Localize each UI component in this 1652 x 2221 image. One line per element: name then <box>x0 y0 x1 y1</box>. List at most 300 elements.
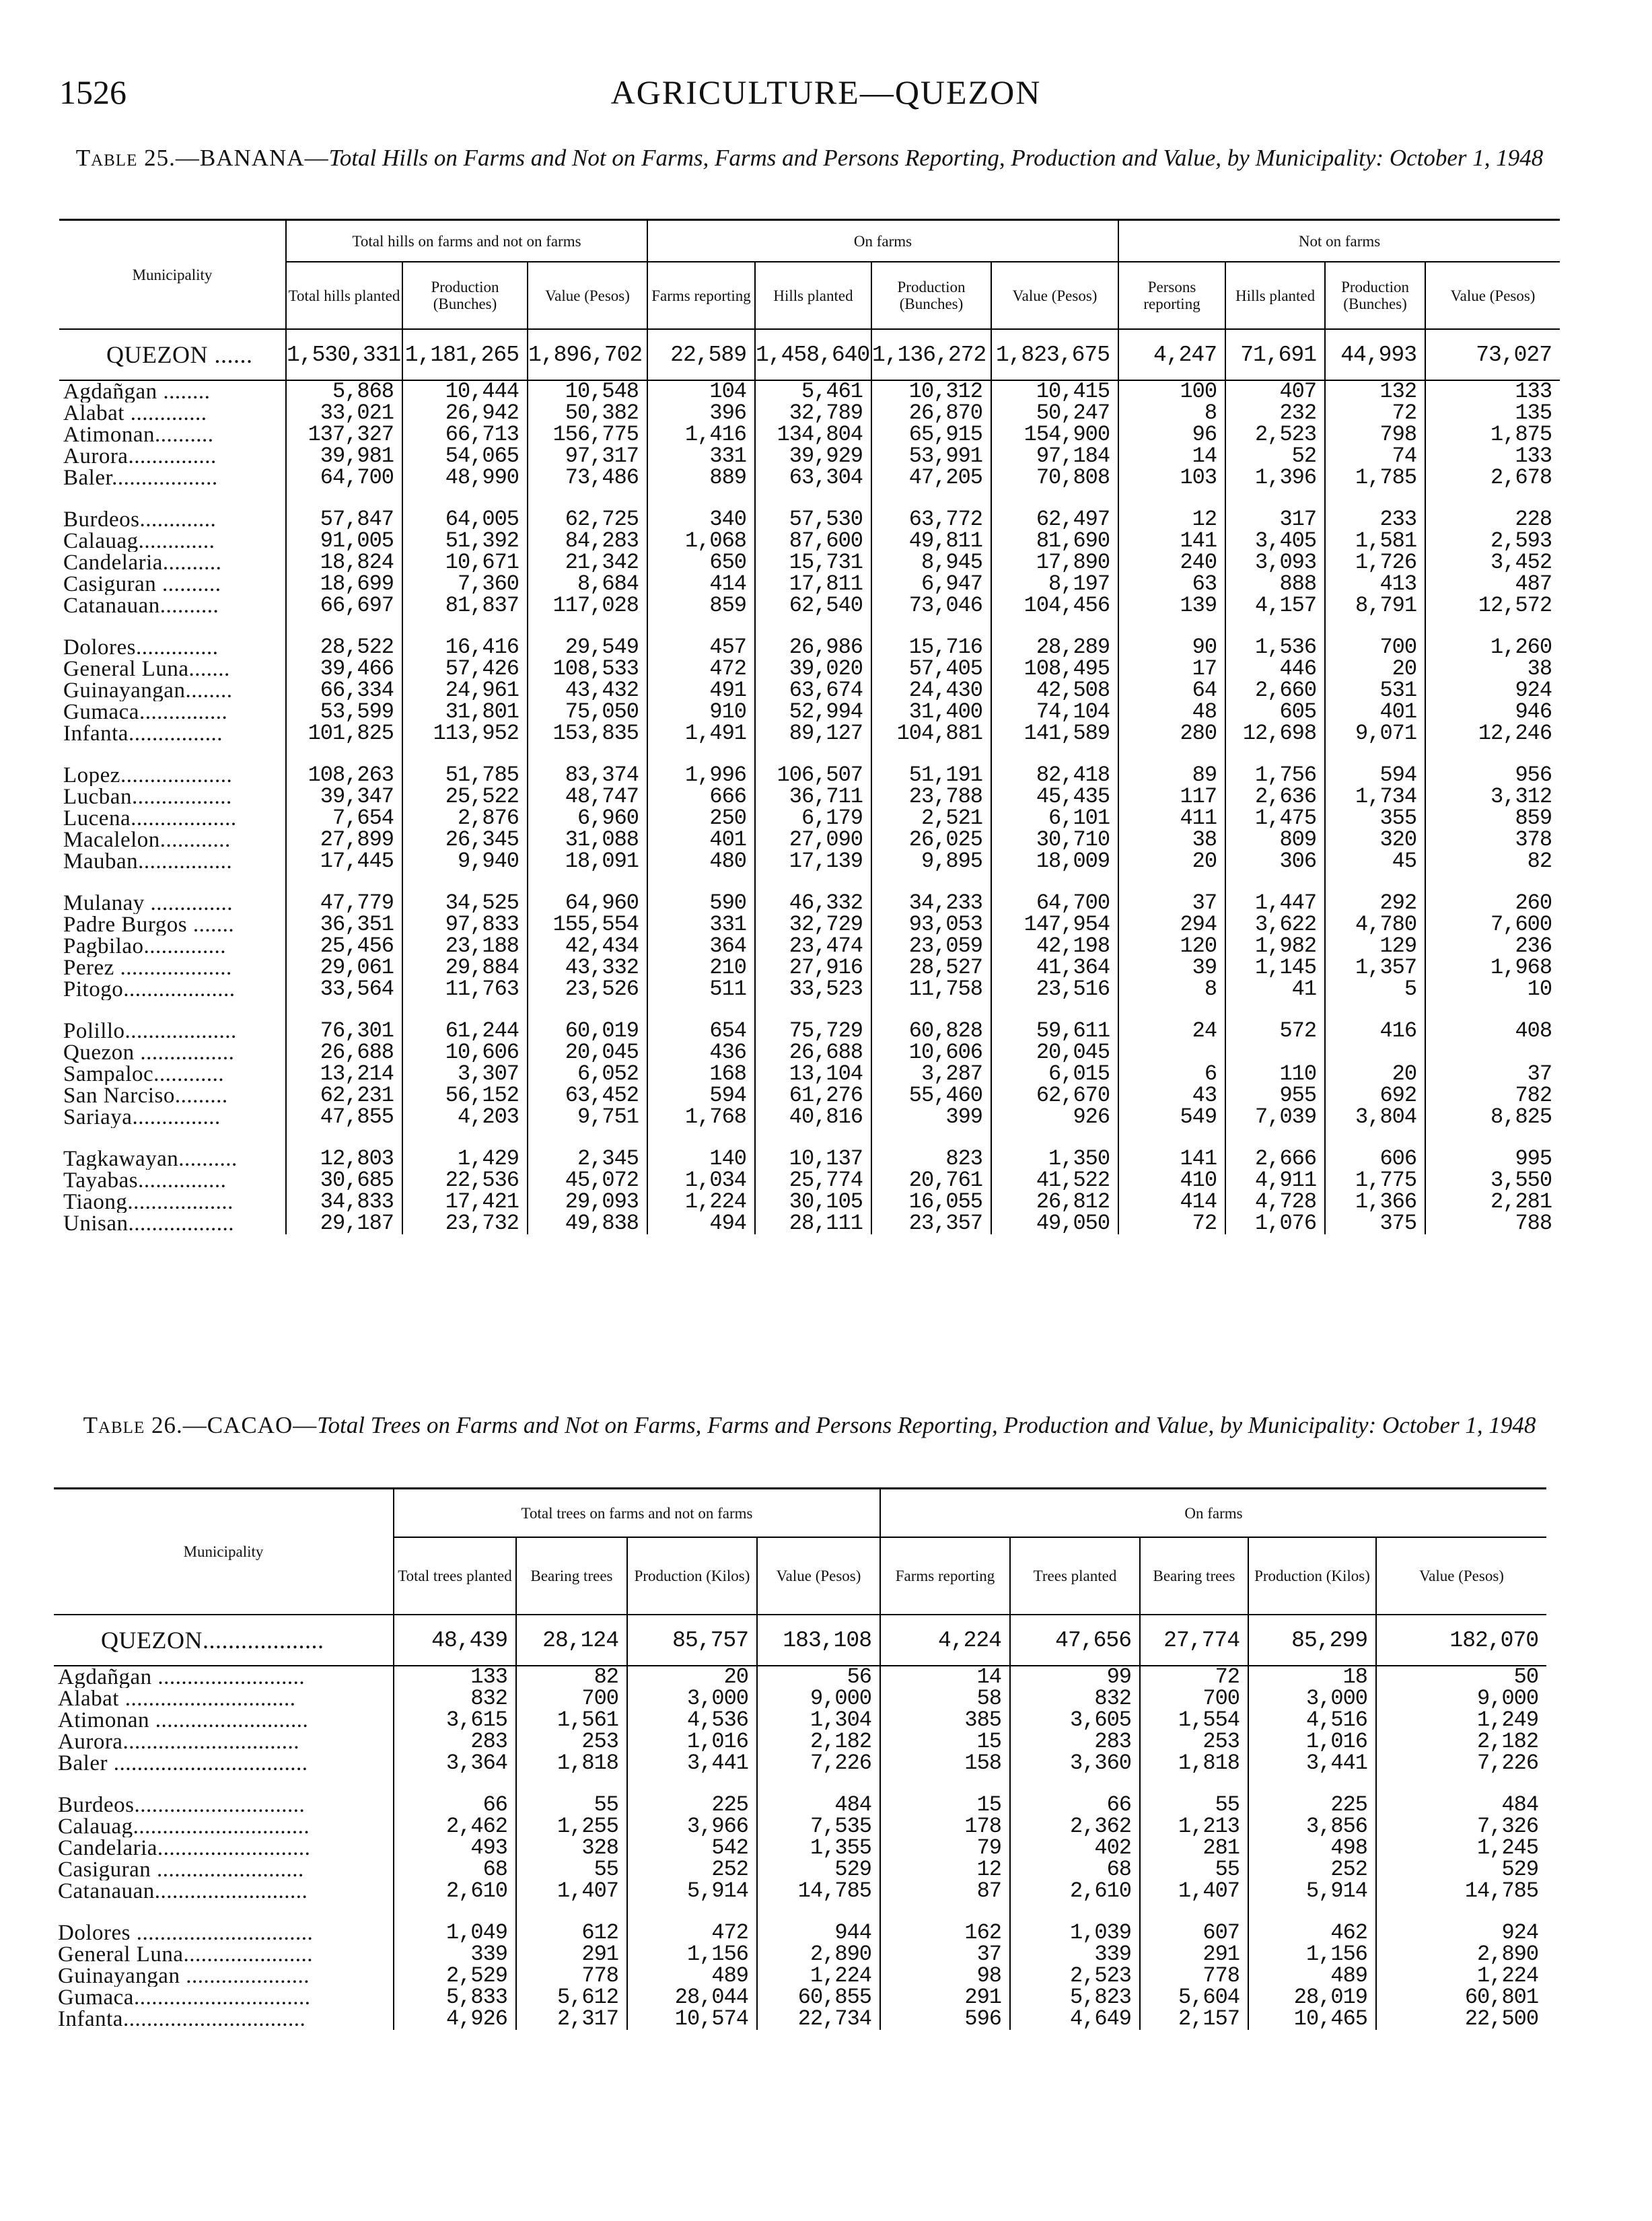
table-cell: 549 <box>1118 1106 1225 1128</box>
table25-col-header: Production (Bunches) <box>1325 262 1425 329</box>
table-cell: 1,491 <box>647 723 755 744</box>
municipality-name: Casiguran .......... <box>63 573 221 595</box>
table-cell: 414 <box>647 573 755 595</box>
province-name: QUEZON ...... <box>59 329 286 380</box>
table26-col-header: Value (Pesos) <box>757 1537 880 1615</box>
table-cell: 42,434 <box>528 936 647 957</box>
total-value: 1,458,640 <box>755 329 871 380</box>
table25-col-header: Value (Pesos) <box>528 262 647 329</box>
table-cell: 889 <box>647 467 755 489</box>
table25-banana <box>59 219 1560 1234</box>
table-cell: 39,347 <box>286 786 402 808</box>
table-cell: 63,772 <box>871 509 991 530</box>
table-cell: 73,486 <box>528 467 647 489</box>
table-cell: 28,044 <box>627 1987 757 2008</box>
table-cell: 944 <box>757 1922 880 1944</box>
table-cell: 1,039 <box>1010 1922 1140 1944</box>
table-cell: 75,729 <box>755 1020 871 1042</box>
table-cell: 924 <box>1376 1922 1546 1944</box>
table-cell: 7,654 <box>286 808 402 829</box>
table-cell: 26,812 <box>991 1191 1118 1213</box>
table-cell: 4,926 <box>394 2008 516 2030</box>
table-cell: 156,775 <box>528 424 647 446</box>
table-cell: 23,526 <box>528 979 647 1000</box>
table-cell: 108,495 <box>991 658 1118 680</box>
table-cell: 34,525 <box>402 892 528 914</box>
table-row <box>59 1106 1560 1128</box>
table-cell: 6 <box>1118 1063 1225 1085</box>
table-cell: 29,884 <box>402 957 528 979</box>
municipality-name: Tayabas............... <box>63 1170 227 1191</box>
table-cell: 49,811 <box>871 530 991 552</box>
table-row <box>59 851 1560 872</box>
table-cell: 37 <box>1118 892 1225 914</box>
table-cell: 3,966 <box>627 1816 757 1837</box>
municipality-name: Gumaca............... <box>63 701 228 723</box>
table-cell: 700 <box>1140 1688 1248 1709</box>
table-cell: 64,005 <box>402 509 528 530</box>
table-cell: 1,416 <box>647 424 755 446</box>
table-cell: 650 <box>647 552 755 573</box>
table-cell: 5 <box>1325 979 1425 1000</box>
table-cell: 1,734 <box>1325 786 1425 808</box>
table-cell: 104 <box>647 380 755 402</box>
table26-caption-label: Table 26.—CACAO— <box>83 1412 318 1438</box>
table-cell: 9,895 <box>871 851 991 872</box>
table-cell: 17 <box>1118 658 1225 680</box>
table-cell: 104,881 <box>871 723 991 744</box>
table-cell: 355 <box>1325 808 1425 829</box>
table-cell: 20 <box>627 1666 757 1688</box>
table-cell: 168 <box>647 1063 755 1085</box>
table-cell: 3,405 <box>1225 530 1325 552</box>
table25-caption-title: Total Hills on Farms and Not on Farms, Farms and Persons Reporting, Production and Value, by Municipality: October 1, 1948 <box>328 145 1544 171</box>
table-cell: 1,875 <box>1425 424 1560 446</box>
table-cell: 8,791 <box>1325 595 1425 616</box>
table-cell: 402 <box>1010 1837 1140 1859</box>
table-cell: 83,374 <box>528 765 647 786</box>
table-cell: 328 <box>516 1837 627 1859</box>
table-cell: 3,000 <box>1248 1688 1376 1709</box>
table-row <box>59 573 1560 595</box>
table-cell: 29,061 <box>286 957 402 979</box>
table-cell: 5,914 <box>627 1880 757 1902</box>
table-cell: 3,804 <box>1325 1106 1425 1128</box>
table-cell: 10,137 <box>755 1148 871 1170</box>
table-cell: 117 <box>1118 786 1225 808</box>
table-cell: 364 <box>647 936 755 957</box>
table-cell: 37 <box>1425 1063 1560 1085</box>
municipality-name: Polillo................... <box>63 1020 237 1042</box>
table-cell: 39,929 <box>755 446 871 467</box>
table-cell: 1,076 <box>1225 1213 1325 1234</box>
table-cell: 413 <box>1325 573 1425 595</box>
table-cell: 57,847 <box>286 509 402 530</box>
group-spacer <box>59 1000 1560 1020</box>
table-cell: 57,530 <box>755 509 871 530</box>
table-cell: 1,145 <box>1225 957 1325 979</box>
table-cell: 27,899 <box>286 829 402 851</box>
table-cell: 18 <box>1248 1666 1376 1688</box>
table-cell: 15 <box>880 1731 1010 1753</box>
table-cell: 484 <box>1376 1794 1546 1816</box>
table-cell: 995 <box>1425 1148 1560 1170</box>
table-cell: 462 <box>1248 1922 1376 1944</box>
table-cell: 1,068 <box>647 530 755 552</box>
table-cell: 1,554 <box>1140 1709 1248 1731</box>
table-cell: 225 <box>627 1794 757 1816</box>
table-cell: 8,197 <box>991 573 1118 595</box>
total-value: 183,108 <box>757 1615 880 1666</box>
table-cell: 5,833 <box>394 1987 516 2008</box>
table-cell: 2,678 <box>1425 467 1560 489</box>
table-cell: 20,761 <box>871 1170 991 1191</box>
table-row <box>59 808 1560 829</box>
table-cell: 26,688 <box>286 1042 402 1063</box>
table-cell: 18,824 <box>286 552 402 573</box>
total-value: 4,247 <box>1118 329 1225 380</box>
table-cell: 1,407 <box>1140 1880 1248 1902</box>
table-cell: 31,400 <box>871 701 991 723</box>
table-cell: 55 <box>516 1859 627 1880</box>
table-cell: 15 <box>880 1794 1010 1816</box>
table-cell: 140 <box>647 1148 755 1170</box>
table-cell: 52 <box>1225 446 1325 467</box>
table-cell: 39,981 <box>286 446 402 467</box>
table-cell: 3,452 <box>1425 552 1560 573</box>
table-cell: 10,444 <box>402 380 528 402</box>
table-cell: 20,045 <box>528 1042 647 1063</box>
table-cell: 8,945 <box>871 552 991 573</box>
table-cell: 331 <box>647 446 755 467</box>
table-cell: 27,090 <box>755 829 871 851</box>
table-cell: 2,157 <box>1140 2008 1248 2030</box>
table-cell: 7,600 <box>1425 914 1560 936</box>
table-cell: 45,072 <box>528 1170 647 1191</box>
table-cell: 294 <box>1118 914 1225 936</box>
table-cell: 49,838 <box>528 1213 647 1234</box>
table-cell: 25,774 <box>755 1170 871 1191</box>
table-cell: 292 <box>1325 892 1425 914</box>
table-cell: 1,357 <box>1325 957 1425 979</box>
table-cell: 1,156 <box>627 1944 757 1965</box>
table-cell: 89 <box>1118 765 1225 786</box>
table-cell: 4,728 <box>1225 1191 1325 1213</box>
table25-col-header: Production (Bunches) <box>402 262 528 329</box>
table-cell: 542 <box>627 1837 757 1859</box>
table-cell: 38 <box>1118 829 1225 851</box>
table-cell: 529 <box>757 1859 880 1880</box>
table-cell: 24 <box>1118 1020 1225 1042</box>
municipality-name: Catanauan.......... <box>63 595 219 616</box>
table-cell: 63 <box>1118 573 1225 595</box>
table-cell: 605 <box>1225 701 1325 723</box>
table25-col-header: Farms reporting <box>647 262 755 329</box>
table-cell: 4,649 <box>1010 2008 1140 2030</box>
table-cell: 3,441 <box>627 1753 757 1774</box>
table-cell: 809 <box>1225 829 1325 851</box>
table-cell: 58 <box>880 1688 1010 1709</box>
table-cell: 529 <box>1376 1859 1546 1880</box>
table-cell: 3,307 <box>402 1063 528 1085</box>
table-cell: 26,345 <box>402 829 528 851</box>
table-cell: 7,535 <box>757 1816 880 1837</box>
municipality-name: Agdañgan ......................... <box>58 1666 306 1688</box>
table-cell: 155,554 <box>528 914 647 936</box>
table-cell: 252 <box>1248 1859 1376 1880</box>
table-cell: 1,818 <box>1140 1753 1248 1774</box>
table-row <box>54 1709 1546 1731</box>
table-cell: 68 <box>394 1859 516 1880</box>
municipality-name: Burdeos............. <box>63 509 217 530</box>
table-cell: 4,157 <box>1225 595 1325 616</box>
table-cell: 291 <box>516 1944 627 1965</box>
table-cell: 55,460 <box>871 1085 991 1106</box>
table26-caption-title: Total Trees on Farms and Not on Farms, Farms and Persons Reporting, Production and Value, by Municipality: October 1, 1948 <box>317 1412 1536 1438</box>
municipality-name: Lucena.................. <box>63 808 237 829</box>
table-cell: 1,429 <box>402 1148 528 1170</box>
table-cell: 2,521 <box>871 808 991 829</box>
table-cell: 14 <box>1118 446 1225 467</box>
table-cell: 232 <box>1225 402 1325 424</box>
table-cell: 1,260 <box>1425 637 1560 658</box>
table-cell: 14,785 <box>1376 1880 1546 1902</box>
total-value: 1,136,272 <box>871 329 991 380</box>
table-cell: 2,362 <box>1010 1816 1140 1837</box>
table-cell: 946 <box>1425 701 1560 723</box>
table-cell: 63,304 <box>755 467 871 489</box>
table25-caption <box>59 143 1560 174</box>
municipality-name: Guinayangan ..................... <box>58 1965 310 1987</box>
table-cell: 6,960 <box>528 808 647 829</box>
total-value: 85,299 <box>1248 1615 1376 1666</box>
table-cell: 1,785 <box>1325 467 1425 489</box>
table-cell: 7,360 <box>402 573 528 595</box>
table-cell: 54,065 <box>402 446 528 467</box>
table-cell: 91,005 <box>286 530 402 552</box>
table-cell: 26,942 <box>402 402 528 424</box>
table-cell: 25,522 <box>402 786 528 808</box>
table-cell: 74,104 <box>991 701 1118 723</box>
municipality-name: Lopez................... <box>63 765 233 786</box>
total-value: 71,691 <box>1225 329 1325 380</box>
table25-col-header: Production (Bunches) <box>871 262 991 329</box>
table26-municipality-header: Municipality <box>54 1489 394 1615</box>
municipality-name: Dolores .............................. <box>58 1922 314 1944</box>
table-cell: 832 <box>1010 1688 1140 1709</box>
table-cell: 17,445 <box>286 851 402 872</box>
table-cell: 233 <box>1325 509 1425 530</box>
table-cell: 410 <box>1118 1170 1225 1191</box>
province-name: QUEZON................... <box>54 1615 394 1666</box>
table-cell: 2,462 <box>394 1816 516 1837</box>
table-cell: 16,416 <box>402 637 528 658</box>
table-cell: 37 <box>880 1944 1010 1965</box>
municipality-name: Dolores.............. <box>63 637 219 658</box>
table-cell: 61,276 <box>755 1085 871 1106</box>
municipality-name: Agdañgan ........ <box>63 380 211 402</box>
municipality-name: Baler.................. <box>63 467 218 489</box>
table-cell: 28,522 <box>286 637 402 658</box>
table-cell: 10,465 <box>1248 2008 1376 2030</box>
table-cell: 10,312 <box>871 380 991 402</box>
table-cell: 9,751 <box>528 1106 647 1128</box>
table26-caption <box>59 1410 1560 1441</box>
municipality-name: Perez ................... <box>63 957 232 979</box>
table-cell: 692 <box>1325 1085 1425 1106</box>
table-row <box>59 979 1560 1000</box>
table-cell: 6,015 <box>991 1063 1118 1085</box>
table25-group-not-on-farms: Not on farms <box>1118 220 1560 262</box>
table-cell: 3,093 <box>1225 552 1325 573</box>
table-cell: 7,039 <box>1225 1106 1325 1128</box>
total-value: 47,656 <box>1010 1615 1140 1666</box>
municipality-name: Quezon ................ <box>63 1042 235 1063</box>
table-row <box>54 1944 1546 1965</box>
table-cell: 33,564 <box>286 979 402 1000</box>
table-cell: 64 <box>1118 680 1225 701</box>
table-cell: 97,833 <box>402 914 528 936</box>
table-cell: 57,405 <box>871 658 991 680</box>
table-row <box>59 380 1560 402</box>
page-number: 1526 <box>59 73 127 111</box>
table-cell: 888 <box>1225 573 1325 595</box>
municipality-name: Macalelon............ <box>63 829 231 851</box>
table-cell: 2,529 <box>394 1965 516 1987</box>
table-cell: 6,179 <box>755 808 871 829</box>
table-cell: 788 <box>1425 1213 1560 1234</box>
municipality-name: Candelaria.......................... <box>58 1837 311 1859</box>
table-cell: 20 <box>1325 1063 1425 1085</box>
table-cell: 8 <box>1118 402 1225 424</box>
table26-col-header: Trees planted <box>1010 1537 1140 1615</box>
table-cell: 1,475 <box>1225 808 1325 829</box>
table-row <box>59 595 1560 616</box>
table-cell: 23,788 <box>871 786 991 808</box>
table-row <box>59 1063 1560 1085</box>
table-cell: 1,156 <box>1248 1944 1376 1965</box>
table-cell: 16,055 <box>871 1191 991 1213</box>
table-cell: 43,432 <box>528 680 647 701</box>
table26-col-header: Bearing trees <box>516 1537 627 1615</box>
group-spacer <box>54 1902 1546 1922</box>
table-cell: 1,224 <box>1376 1965 1546 1987</box>
table-cell: 2,523 <box>1010 1965 1140 1987</box>
table-cell: 47,779 <box>286 892 402 914</box>
table-cell: 33,523 <box>755 979 871 1000</box>
total-value: 1,896,702 <box>528 329 647 380</box>
table-cell: 41 <box>1225 979 1325 1000</box>
municipality-name: Mulanay .............. <box>63 892 234 914</box>
table-cell: 407 <box>1225 380 1325 402</box>
total-value: 182,070 <box>1376 1615 1546 1666</box>
table-cell: 12 <box>880 1859 1010 1880</box>
table-cell: 10,574 <box>627 2008 757 2030</box>
table-cell: 62,497 <box>991 509 1118 530</box>
table-cell: 15,731 <box>755 552 871 573</box>
table-cell: 56 <box>757 1666 880 1688</box>
table-cell: 1,366 <box>1325 1191 1425 1213</box>
table-row <box>59 1191 1560 1213</box>
table-cell: 225 <box>1248 1794 1376 1816</box>
table-row <box>59 446 1560 467</box>
table-cell: 3,287 <box>871 1063 991 1085</box>
group-spacer <box>59 1128 1560 1148</box>
table-cell: 57,426 <box>402 658 528 680</box>
table-cell: 2,523 <box>1225 424 1325 446</box>
table-cell: 23,059 <box>871 936 991 957</box>
table-cell: 20,045 <box>991 1042 1118 1063</box>
municipality-name: San Narciso......... <box>63 1085 228 1106</box>
table-cell: 59,611 <box>991 1020 1118 1042</box>
running-head: AGRICULTURE—QUEZON <box>610 73 1042 111</box>
table-cell: 2,317 <box>516 2008 627 2030</box>
table-row <box>59 765 1560 786</box>
table-cell: 1,561 <box>516 1709 627 1731</box>
group-spacer <box>59 872 1560 892</box>
table-cell: 14 <box>880 1666 1010 1688</box>
table-cell: 12 <box>1118 509 1225 530</box>
table-cell: 53,991 <box>871 446 991 467</box>
municipality-name: Calauag............. <box>63 530 215 552</box>
table-cell: 87,600 <box>755 530 871 552</box>
table-cell: 96 <box>1118 424 1225 446</box>
table-cell: 498 <box>1248 1837 1376 1859</box>
table-cell: 30,105 <box>755 1191 871 1213</box>
table-cell: 75,050 <box>528 701 647 723</box>
table-cell: 612 <box>516 1922 627 1944</box>
table-cell: 51,392 <box>402 530 528 552</box>
table-cell: 50,247 <box>991 402 1118 424</box>
table-cell: 12,803 <box>286 1148 402 1170</box>
table-cell: 7,226 <box>1376 1753 1546 1774</box>
table-cell: 2,182 <box>757 1731 880 1753</box>
table-cell: 10,548 <box>528 380 647 402</box>
municipality-name: General Luna...................... <box>58 1944 313 1965</box>
table-cell: 47,855 <box>286 1106 402 1128</box>
table-cell: 117,028 <box>528 595 647 616</box>
table-cell: 4,911 <box>1225 1170 1325 1191</box>
table-cell: 20 <box>1325 658 1425 680</box>
table-cell: 1,255 <box>516 1816 627 1837</box>
table-cell: 2,636 <box>1225 786 1325 808</box>
municipality-name: Burdeos............................. <box>58 1794 306 1816</box>
table26-col-header: Production (Kilos) <box>1248 1537 1376 1615</box>
table-cell: 25,456 <box>286 936 402 957</box>
table-cell: 1,536 <box>1225 637 1325 658</box>
table-cell: 1,016 <box>1248 1731 1376 1753</box>
table-cell <box>1225 1042 1325 1063</box>
table-cell: 18,091 <box>528 851 647 872</box>
table-cell: 22,734 <box>757 2008 880 2030</box>
municipality-name: Candelaria.......... <box>63 552 222 573</box>
municipality-name: Alabat ............................. <box>58 1688 296 1709</box>
table-cell: 158 <box>880 1753 1010 1774</box>
municipality-name: Calauag.............................. <box>58 1816 310 1837</box>
table-cell: 401 <box>1325 701 1425 723</box>
table-cell: 63,452 <box>528 1085 647 1106</box>
table-cell: 446 <box>1225 658 1325 680</box>
table-cell: 81,837 <box>402 595 528 616</box>
table-cell: 3,550 <box>1425 1170 1560 1191</box>
table-cell: 4,536 <box>627 1709 757 1731</box>
table-cell: 12,572 <box>1425 595 1560 616</box>
table-cell: 27,916 <box>755 957 871 979</box>
table-cell: 378 <box>1425 829 1560 851</box>
table-cell: 823 <box>871 1148 991 1170</box>
table-cell: 436 <box>647 1042 755 1063</box>
table-cell: 55 <box>1140 1859 1248 1880</box>
